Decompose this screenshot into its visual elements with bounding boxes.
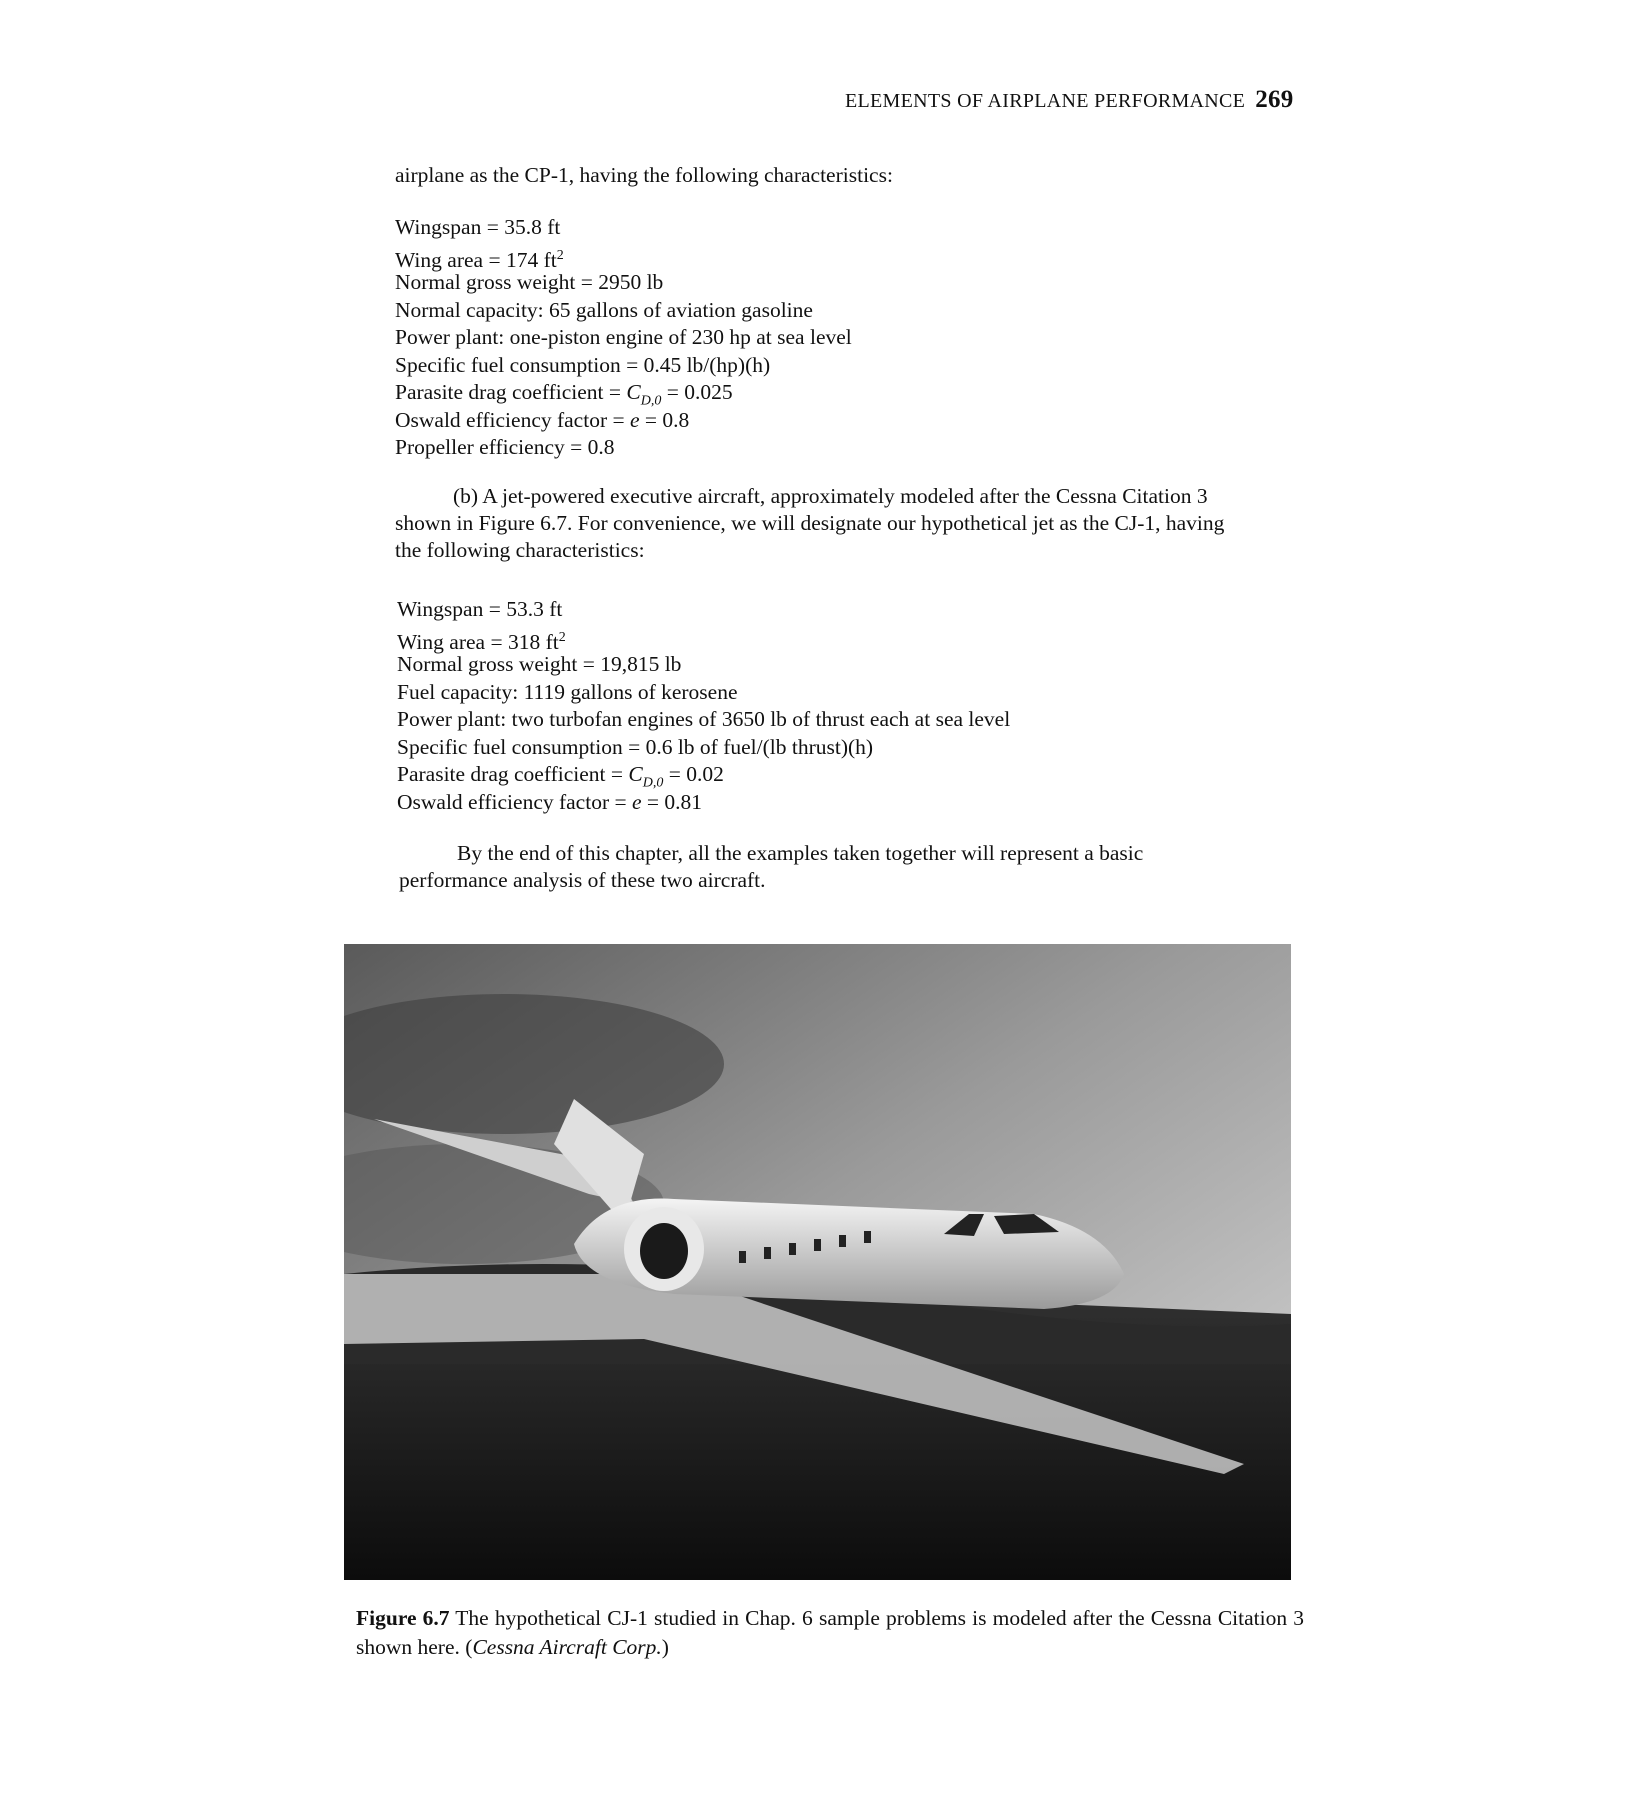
superscript: 2 xyxy=(558,629,566,645)
spec-text: Power plant: two turbofan engines of 3650 lb of thrust each at sea level xyxy=(397,707,1011,731)
spec-text: Wingspan = 35.8 ft xyxy=(395,215,561,239)
spec-text: Parasite drag coefficient = xyxy=(395,380,627,404)
spec-text: Specific fuel consumption = 0.45 lb/(hp)(h) xyxy=(395,352,771,377)
figure-photo-citation-jet xyxy=(344,944,1291,1580)
caption-text: The hypothetical CJ-1 studied in Chap. 6 sample problems is modeled after the Cessna Citation 3 shown here. ( xyxy=(356,1606,1304,1659)
spec-value: = 0.81 xyxy=(641,789,703,814)
subscript: D,0 xyxy=(642,775,664,791)
cj1-spec-item xyxy=(397,679,738,706)
cp1-spec-item xyxy=(395,297,813,324)
cp1-spec-item xyxy=(395,214,560,241)
spec-text: Wing area = 174 ft xyxy=(395,247,557,272)
page-number: 269 xyxy=(1255,86,1294,113)
cp1-spec-item xyxy=(395,269,663,296)
cj1-spec-item xyxy=(397,706,1010,733)
spec-value: = 0.02 xyxy=(663,762,724,786)
spec-text: Normal gross weight = 19,815 lb xyxy=(397,652,682,676)
spec-text: Fuel capacity: 1119 gallons of kerosene xyxy=(397,679,738,704)
superscript: 2 xyxy=(556,247,564,263)
photo-credit: Cessna Aircraft Corp. xyxy=(472,1635,662,1659)
spec-value: = 0.8 xyxy=(639,407,690,432)
cj1-spec-item xyxy=(397,596,562,623)
para-b-line-1: (b) A jet-powered executive aircraft, approximately modeled after the Cessna Citation 3 xyxy=(453,484,1208,508)
cj1-spec-item xyxy=(397,789,702,816)
symbol: e xyxy=(630,407,640,432)
spec-text: Wingspan = 53.3 ft xyxy=(397,597,563,621)
cj1-spec-item xyxy=(397,651,681,678)
running-header xyxy=(845,86,1294,114)
symbol: C xyxy=(628,762,643,786)
spec-text: Oswald efficiency factor = xyxy=(395,407,630,432)
spec-text: Parasite drag coefficient = xyxy=(397,762,629,786)
spec-text: Normal gross weight = 2950 lb xyxy=(395,270,664,294)
cp1-spec-item xyxy=(395,434,614,461)
spec-text: Normal capacity: 65 gallons of aviation gasoline xyxy=(395,297,813,322)
spec-text: Wing area = 318 ft xyxy=(397,629,559,654)
cp1-spec-item xyxy=(395,352,770,379)
spec-text: Oswald efficiency factor = xyxy=(397,789,632,814)
spec-text: Propeller efficiency = 0.8 xyxy=(395,435,615,459)
closing-line-1: By the end of this chapter, all the examples taken together will represent a basic xyxy=(457,841,1144,865)
cj1-spec-item xyxy=(397,734,873,761)
cp1-spec-item xyxy=(395,324,852,351)
para-b-line-3: the following characteristics: xyxy=(395,538,645,562)
running-title: ELEMENTS OF AIRPLANE PERFORMANCE xyxy=(845,90,1246,112)
subscript: D,0 xyxy=(640,393,662,409)
caption-end: ) xyxy=(661,1635,669,1659)
cp1-spec-item xyxy=(395,407,689,434)
figure-label: Figure 6.7 xyxy=(356,1606,450,1630)
intro-line: airplane as the CP-1, having the following characteristics: xyxy=(395,163,893,187)
spec-value: = 0.025 xyxy=(661,380,733,404)
figure-caption xyxy=(356,1604,1304,1662)
spec-text: Power plant: one-piston engine of 230 hp at sea level xyxy=(395,325,852,349)
spec-text: Specific fuel consumption = 0.6 lb of fuel/(lb thrust)(h) xyxy=(397,734,874,759)
symbol: e xyxy=(632,789,642,814)
closing-line-2: performance analysis of these two aircraft. xyxy=(399,868,766,892)
para-b-line-2: shown in Figure 6.7. For convenience, we will designate our hypothetical jet as the CJ-1, having xyxy=(395,511,1225,535)
symbol: C xyxy=(626,380,641,404)
